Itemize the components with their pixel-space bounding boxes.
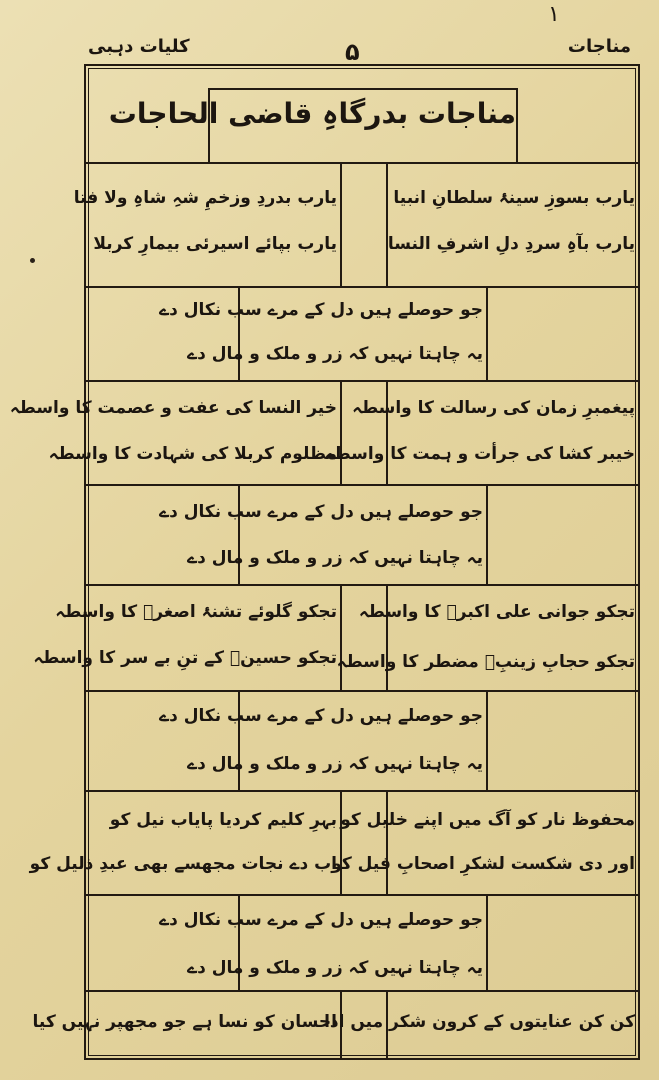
title-box-top-line bbox=[208, 88, 518, 90]
row-divider bbox=[86, 584, 638, 586]
column-divider bbox=[340, 790, 342, 894]
verse-line: مظلوم کربلا کی شہادت کا واسطہ bbox=[48, 444, 337, 464]
verse-line: کن کن عنایتوں کے کرون شکر میں ادا bbox=[324, 1012, 635, 1032]
refrain-line: جو حوصلے ہیں دل کے مرے سب نکال دے bbox=[159, 300, 483, 320]
page-number: ۵ bbox=[345, 38, 360, 66]
column-divider bbox=[340, 380, 342, 484]
column-divider bbox=[386, 380, 388, 484]
verse-line: تجکو حسینؑ کے تنِ بے سر کا واسطہ bbox=[33, 648, 337, 668]
refrain-box-line bbox=[238, 690, 240, 790]
refrain-box-line bbox=[486, 894, 488, 990]
verse-line: اور دی شکست لشکرِ اصحابِ فیل کو bbox=[331, 854, 635, 874]
verse-line: خیبر کشا کی جرأت و ہمت کا واسطہ bbox=[324, 444, 635, 464]
refrain-box-line bbox=[486, 690, 488, 790]
ink-dot bbox=[30, 258, 35, 263]
column-divider bbox=[340, 584, 342, 690]
verse-line: یارب بپائے اسیرئی بیمارِ کربلا bbox=[93, 234, 337, 254]
row-divider bbox=[86, 162, 638, 164]
row-divider bbox=[86, 484, 638, 486]
verse-line: بہرِ کلیم کردیا پایاب نیل کو bbox=[109, 810, 337, 830]
column-divider bbox=[386, 162, 388, 286]
row-divider bbox=[86, 690, 638, 692]
verse-line: اب دے نجات مجھسے بھی عبدِ ذلیل کو bbox=[29, 854, 337, 874]
row-divider bbox=[86, 286, 638, 288]
refrain-line: جو حوصلے ہیں دل کے مرے سب نکال دے bbox=[159, 910, 483, 930]
refrain-box-line bbox=[486, 484, 488, 584]
corner-page-mark: ۱ bbox=[548, 2, 560, 27]
refrain-line: یہ چاہتا نہیں کہ زر و ملک و مال دے bbox=[187, 958, 483, 978]
header-book-title: کلیات دہبی bbox=[88, 36, 190, 57]
row-divider bbox=[86, 894, 638, 896]
verse-line: تجکو گلوئے تشنۂ اصغرؑ کا واسطہ bbox=[55, 602, 337, 622]
refrain-line: یہ چاہتا نہیں کہ زر و ملک و مال دے bbox=[187, 548, 483, 568]
verse-line: پیغمبرِ زمان کی رسالت کا واسطہ bbox=[352, 398, 635, 418]
row-divider bbox=[86, 790, 638, 792]
verse-line: خیر النسا کی عفت و عصمت کا واسطہ bbox=[9, 398, 337, 418]
refrain-box-line bbox=[238, 484, 240, 584]
verse-line: احسان کو نسا ہے جو مجھپر نہیں کیا bbox=[32, 1012, 337, 1032]
title-box-right-line bbox=[516, 88, 518, 162]
header-section-title: مناجات bbox=[567, 36, 631, 57]
refrain-line: جو حوصلے ہیں دل کے مرے سب نکال دے bbox=[159, 502, 483, 522]
column-divider bbox=[386, 584, 388, 690]
refrain-line: یہ چاہتا نہیں کہ زر و ملک و مال دے bbox=[187, 344, 483, 364]
verse-line: یارب بدردِ وزخمِ شہِ شاہِ ولا فتا bbox=[73, 188, 337, 208]
verse-line: تجکو جوانی علی اکبرؑ کا واسطہ bbox=[358, 602, 635, 622]
row-divider bbox=[86, 380, 638, 382]
refrain-line: یہ چاہتا نہیں کہ زر و ملک و مال دے bbox=[187, 754, 483, 774]
column-divider bbox=[340, 162, 342, 286]
row-divider bbox=[86, 990, 638, 992]
verse-line: یارب بآہِ سردِ دلِ اشرفِ النسا bbox=[387, 234, 635, 254]
column-divider bbox=[386, 790, 388, 894]
verse-line: تجکو حجابِ زینبِؑ مضطر کا واسطہ bbox=[336, 652, 635, 672]
refrain-box-line bbox=[486, 286, 488, 380]
verse-line: یارب بسوزِ سینۂ سلطانِ انبیا bbox=[393, 188, 635, 208]
page-title: مناجات بدرگاہِ قاضی الحاجات bbox=[108, 97, 516, 130]
refrain-line: جو حوصلے ہیں دل کے مرے سب نکال دے bbox=[159, 706, 483, 726]
verse-line: محفوظ نار کو آگ میں اپنے خلیل کو bbox=[340, 810, 635, 830]
